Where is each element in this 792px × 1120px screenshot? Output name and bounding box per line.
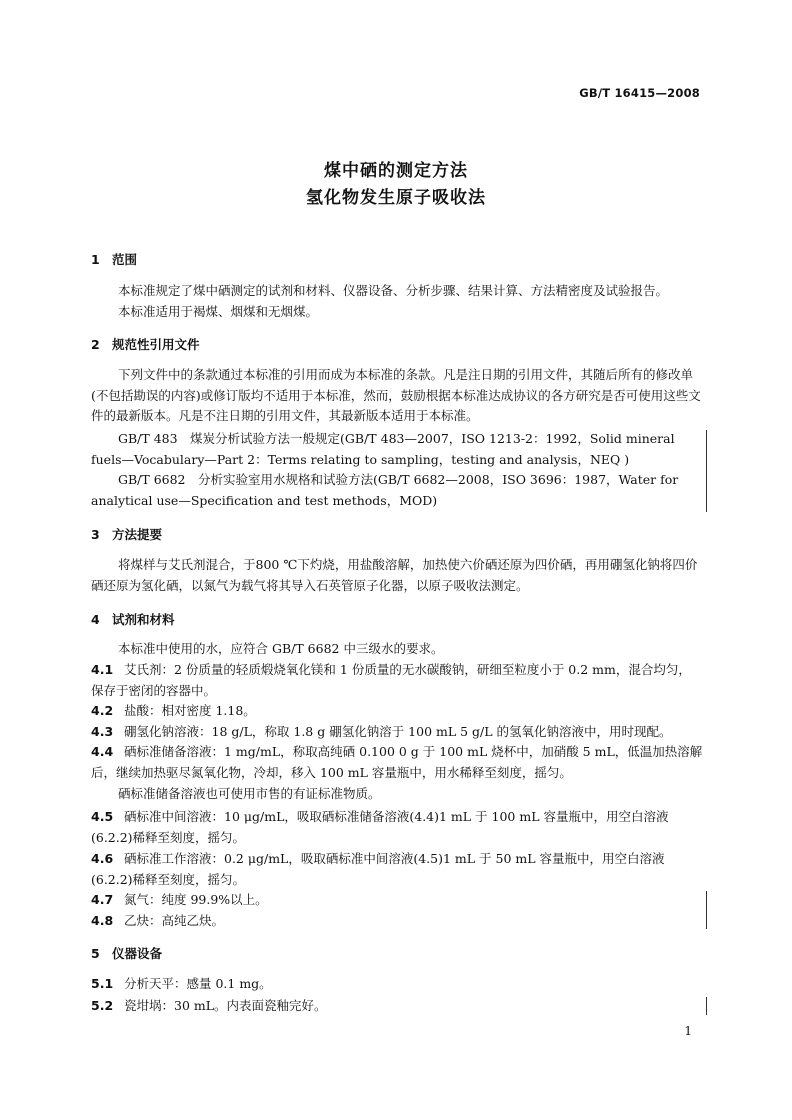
item-text: 乙炔：高纯乙炔。 xyxy=(124,913,225,928)
item-number: 4.5 xyxy=(91,809,114,824)
item-5-2 xyxy=(91,996,703,1017)
revision-bar xyxy=(706,997,707,1015)
section-4-para-1: 本标准中使用的水，应符合 GB/T 6682 中三级水的要求。 xyxy=(118,641,444,656)
section-title: 试剂和材料 xyxy=(112,612,175,627)
item-4-2 xyxy=(91,701,703,722)
revision-bar xyxy=(706,430,707,512)
item-text: 瓷坩埚：30 mL。内表面瓷釉完好。 xyxy=(124,998,327,1013)
section-number: 2 xyxy=(91,337,100,352)
item-number: 5.1 xyxy=(91,976,114,991)
item-text: 硒标准工作溶液：0.2 μg/mL，吸取硒标准中间溶液(4.5)1 mL 于 50 mL 容量瓶中，用空白溶液(6.2.2)稀释至刻度，摇匀。 xyxy=(91,851,665,887)
section-3-para-1: 将煤样与艾氏剂混合，于800 ℃下灼烧，用盐酸溶解，加热使六价硒还原为四价硒，再用硼氢化钠将四价硒还原为氢化硒，以氮气为载气将其导入石英管原子化器，以原子吸收法测定。 xyxy=(91,557,698,593)
revision-bar xyxy=(706,891,707,929)
section-title: 范围 xyxy=(112,252,138,267)
section-number: 5 xyxy=(91,946,100,961)
item-number: 4.3 xyxy=(91,724,114,739)
item-4-4 xyxy=(91,742,703,783)
item-4-1 xyxy=(91,660,703,701)
item-5-1 xyxy=(91,974,703,995)
section-2-heading xyxy=(91,335,200,353)
item-number: 4.1 xyxy=(91,662,114,677)
reference-gbt-483: GB/T 483 煤炭分析试验方法一般规定(GB/T 483—2007，ISO 1213-2：1992，Solid mineral fuels—Vocabulary—Part 2：Terms relating to sampling，testing and analysis，NEQ ) xyxy=(91,431,675,467)
section-5-heading xyxy=(91,944,162,962)
page-number: 1 xyxy=(684,1024,692,1038)
section-1-heading xyxy=(91,250,137,268)
item-text: 盐酸：相对密度 1.18。 xyxy=(124,703,256,718)
section-title: 方法提要 xyxy=(112,527,163,542)
section-1-para-2: 本标准适用于褐煤、烟煤和无烟煤。 xyxy=(118,304,319,319)
section-title: 仪器设备 xyxy=(112,946,163,961)
title-line-2: 氢化物发生原子吸收法 xyxy=(306,188,486,208)
item-4-4-note: 硒标准储备溶液也可使用市售的有证标准物质。 xyxy=(118,786,381,801)
section-2-para-1: 下列文件中的条款通过本标准的引用而成为本标准的条款。凡是注日期的引用文件，其随后所有的修改单(不包括勘误的内容)或修订版均不适用于本标准，然而，鼓励根据本标准达成协议的各方研究是否可使用这些文件的最新版本。凡是不注日期的引用文件，其最新版本适用于本标准。 xyxy=(91,367,701,424)
item-4-5 xyxy=(91,807,703,848)
title-line-1: 煤中硒的测定方法 xyxy=(324,161,468,181)
item-number: 4.4 xyxy=(91,744,114,759)
item-text: 硼氢化钠溶液：18 g/L，称取 1.8 g 硼氢化钠溶于 100 mL 5 g/L 的氢氧化钠溶液中，用时现配。 xyxy=(124,724,672,739)
item-4-3 xyxy=(91,722,703,743)
item-number: 4.7 xyxy=(91,892,114,907)
section-number: 4 xyxy=(91,612,100,627)
item-text: 硒标准储备溶液：1 mg/mL，称取高纯硒 0.100 0 g 于 100 mL 烧杯中，加硝酸 5 mL，低温加热溶解后，继续加热驱尽氮氧化物，冷却，移入 100 mL 容量瓶中，用水稀释至刻度，摇匀。 xyxy=(91,744,703,780)
item-4-6 xyxy=(91,849,703,890)
item-text: 艾氏剂：2 份质量的轻质煅烧氧化镁和 1 份质量的无水碳酸钠，研细至粒度小于 0.2 mm，混合均匀，保存于密闭的容器中。 xyxy=(91,662,691,698)
reference-gbt-6682: GB/T 6682 分析实验室用水规格和试验方法(GB/T 6682—2008，ISO 3696：1987，Water for analytical use—Specification and test methods，MOD) xyxy=(91,472,679,508)
section-1-para-1: 本标准规定了煤中硒测定的试剂和材料、仪器设备、分析步骤、结果计算、方法精密度及试验报告。 xyxy=(118,283,669,298)
section-number: 1 xyxy=(91,252,100,267)
item-number: 4.2 xyxy=(91,703,114,718)
item-number: 4.8 xyxy=(91,913,114,928)
item-4-7 xyxy=(91,890,703,911)
item-text: 分析天平：感量 0.1 mg。 xyxy=(124,976,272,991)
item-number: 4.6 xyxy=(91,851,114,866)
section-4-heading xyxy=(91,610,175,628)
section-title: 规范性引用文件 xyxy=(112,337,200,352)
section-3-heading xyxy=(91,525,162,543)
item-text: 硒标准中间溶液：10 μg/mL，吸取硒标准储备溶液(4.4)1 mL 于 100 mL 容量瓶中，用空白溶液(6.2.2)稀释至刻度，摇匀。 xyxy=(91,809,669,845)
item-number: 5.2 xyxy=(91,998,114,1013)
section-number: 3 xyxy=(91,527,100,542)
item-text: 氮气：纯度 99.9%以上。 xyxy=(124,892,268,907)
document-code: GB/T 16415—2008 xyxy=(579,86,700,100)
item-4-8 xyxy=(91,911,703,932)
